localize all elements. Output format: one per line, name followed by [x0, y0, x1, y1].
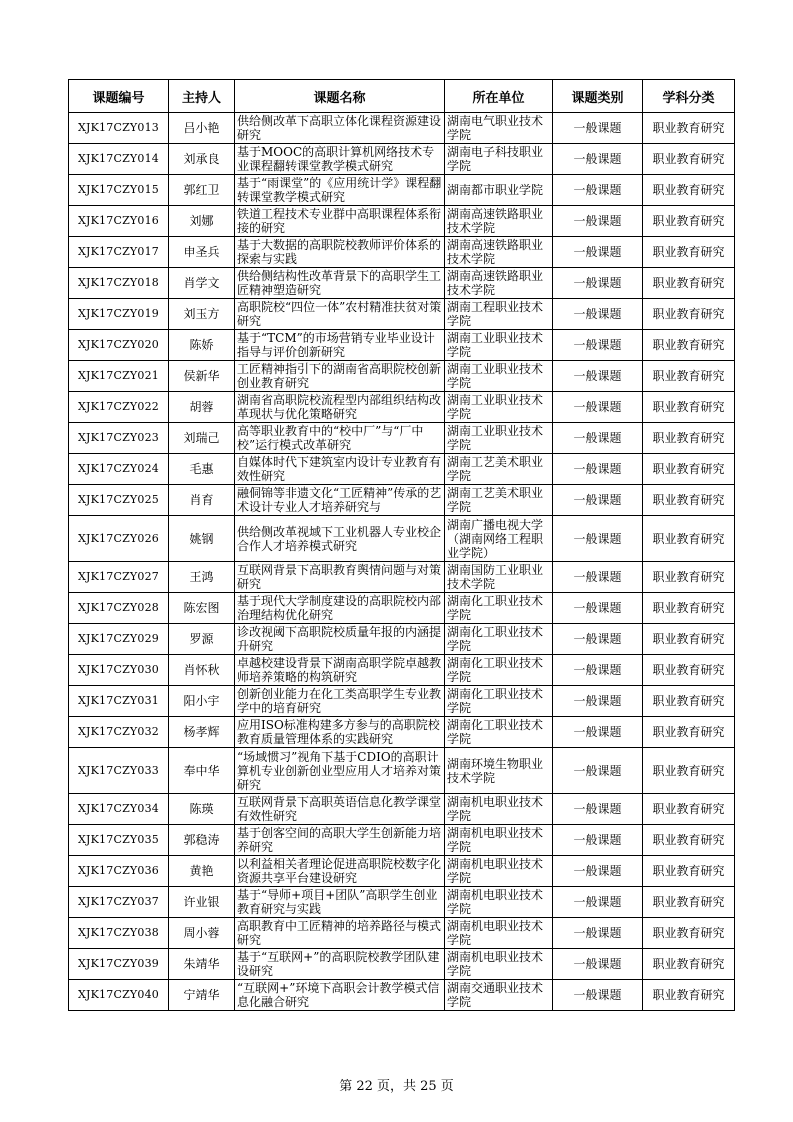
table-row: [69, 175, 735, 206]
cell-category: 一般课题: [553, 593, 643, 624]
cell-category: 一般课题: [553, 686, 643, 717]
cell-category: 一般课题: [553, 330, 643, 361]
cell-subject: 职业教育研究: [643, 268, 735, 299]
cell-unit: 湖南高速铁路职业技术学院: [445, 237, 553, 268]
table-row: [69, 299, 735, 330]
table-row: [69, 392, 735, 423]
cell-host: 周小蓉: [169, 918, 235, 949]
table-row: [69, 980, 735, 1011]
table-row: [69, 887, 735, 918]
cell-unit: 湖南机电职业技术学院: [445, 949, 553, 980]
cell-host: 郭红卫: [169, 175, 235, 206]
cell-code: XJK17CZY017: [69, 237, 169, 268]
cell-code: XJK17CZY023: [69, 423, 169, 454]
cell-code: XJK17CZY033: [69, 748, 169, 794]
cell-unit: 湖南化工职业技术学院: [445, 624, 553, 655]
cell-host: 肖育: [169, 485, 235, 516]
cell-code: XJK17CZY029: [69, 624, 169, 655]
table-row: [69, 686, 735, 717]
cell-unit: 湖南化工职业技术学院: [445, 686, 553, 717]
cell-subject: 职业教育研究: [643, 887, 735, 918]
cell-host: 王鸿: [169, 562, 235, 593]
header-subject: 学科分类: [643, 80, 735, 113]
cell-category: 一般课题: [553, 299, 643, 330]
cell-code: XJK17CZY040: [69, 980, 169, 1011]
cell-host: 吕小艳: [169, 113, 235, 144]
table-row: [69, 237, 735, 268]
cell-code: XJK17CZY025: [69, 485, 169, 516]
cell-subject: 职业教育研究: [643, 392, 735, 423]
cell-title: 供给侧改革下高职立体化课程资源建设研究: [235, 113, 445, 144]
cell-subject: 职业教育研究: [643, 856, 735, 887]
cell-subject: 职业教育研究: [643, 686, 735, 717]
cell-title: 融侗锦等非遗文化“工匠精神”传承的艺术设计专业人才培养研究与: [235, 485, 445, 516]
table-row: [69, 206, 735, 237]
cell-host: 奉中华: [169, 748, 235, 794]
cell-title: “互联网+”环境下高职会计教学模式信息化融合研究: [235, 980, 445, 1011]
cell-subject: 职业教育研究: [643, 299, 735, 330]
cell-title: 铁道工程技术专业群中高职课程体系衔接的研究: [235, 206, 445, 237]
cell-unit: 湖南工程职业技术学院: [445, 299, 553, 330]
cell-title: 供给侧结构性改革背景下的高职学生工匠精神塑造研究: [235, 268, 445, 299]
cell-host: 侯新华: [169, 361, 235, 392]
cell-category: 一般课题: [553, 918, 643, 949]
cell-title: 基于创客空间的高职大学生创新能力培养研究: [235, 825, 445, 856]
cell-host: 毛惠: [169, 454, 235, 485]
cell-unit: 湖南国防工业职业技术学院: [445, 562, 553, 593]
cell-subject: 职业教育研究: [643, 516, 735, 562]
cell-code: XJK17CZY024: [69, 454, 169, 485]
cell-code: XJK17CZY014: [69, 144, 169, 175]
cell-code: XJK17CZY028: [69, 593, 169, 624]
cell-category: 一般课题: [553, 392, 643, 423]
project-table: [68, 79, 735, 1011]
cell-category: 一般课题: [553, 237, 643, 268]
cell-host: 肖学文: [169, 268, 235, 299]
cell-category: 一般课题: [553, 887, 643, 918]
header-row: [69, 80, 735, 113]
cell-category: 一般课题: [553, 485, 643, 516]
cell-category: 一般课题: [553, 206, 643, 237]
cell-unit: 湖南工艺美术职业学院: [445, 485, 553, 516]
cell-code: XJK17CZY034: [69, 794, 169, 825]
cell-subject: 职业教育研究: [643, 624, 735, 655]
cell-title: 基于MOOC的高职计算机网络技术专业课程翻转课堂教学模式研究: [235, 144, 445, 175]
cell-host: 刘瑞己: [169, 423, 235, 454]
cell-host: 罗源: [169, 624, 235, 655]
cell-category: 一般课题: [553, 794, 643, 825]
cell-host: 姚钢: [169, 516, 235, 562]
cell-category: 一般课题: [553, 624, 643, 655]
cell-title: 基于“导师+项目+团队”高职学生创业教育研究与实践: [235, 887, 445, 918]
cell-host: 黄艳: [169, 856, 235, 887]
cell-category: 一般课题: [553, 144, 643, 175]
cell-unit: 湖南机电职业技术学院: [445, 856, 553, 887]
cell-host: 刘玉方: [169, 299, 235, 330]
cell-title: 高职院校“四位一体”农村精准扶贫对策研究: [235, 299, 445, 330]
cell-code: XJK17CZY039: [69, 949, 169, 980]
cell-subject: 职业教育研究: [643, 237, 735, 268]
cell-subject: 职业教育研究: [643, 949, 735, 980]
cell-category: 一般课题: [553, 825, 643, 856]
header-title: 课题名称: [235, 80, 445, 113]
cell-title: 供给侧改革视域下工业机器人专业校企合作人才培养模式研究: [235, 516, 445, 562]
cell-title: 互联网背景下高职英语信息化教学课堂有效性研究: [235, 794, 445, 825]
table-row: [69, 949, 735, 980]
cell-subject: 职业教育研究: [643, 330, 735, 361]
cell-code: XJK17CZY018: [69, 268, 169, 299]
cell-unit: 湖南工业职业技术学院: [445, 361, 553, 392]
cell-unit: 湖南工艺美术职业学院: [445, 454, 553, 485]
cell-category: 一般课题: [553, 748, 643, 794]
cell-title: 卓越校建设背景下湖南高职学院卓越教师培养策略的构筑研究: [235, 655, 445, 686]
cell-unit: 湖南机电职业技术学院: [445, 825, 553, 856]
table-row: [69, 717, 735, 748]
cell-category: 一般课题: [553, 949, 643, 980]
cell-host: 陈娇: [169, 330, 235, 361]
cell-category: 一般课题: [553, 856, 643, 887]
cell-subject: 职业教育研究: [643, 748, 735, 794]
cell-title: 基于“TCM”的市场营销专业毕业设计指导与评价创新研究: [235, 330, 445, 361]
cell-title: 基于大数据的高职院校教师评价体系的探索与实践: [235, 237, 445, 268]
cell-code: XJK17CZY031: [69, 686, 169, 717]
cell-code: XJK17CZY038: [69, 918, 169, 949]
cell-unit: 湖南交通职业技术学院: [445, 980, 553, 1011]
cell-title: 以利益相关者理论促进高职院校数字化资源共享平台建设研究: [235, 856, 445, 887]
cell-unit: 湖南环境生物职业技术学院: [445, 748, 553, 794]
cell-subject: 职业教育研究: [643, 918, 735, 949]
table-row: [69, 485, 735, 516]
cell-code: XJK17CZY037: [69, 887, 169, 918]
cell-title: 基于“互联网+”的高职院校教学团队建设研究: [235, 949, 445, 980]
table-row: [69, 562, 735, 593]
cell-title: 高职教育中工匠精神的培养路径与模式研究: [235, 918, 445, 949]
cell-code: XJK17CZY030: [69, 655, 169, 686]
cell-host: 陈宏图: [169, 593, 235, 624]
cell-host: 朱靖华: [169, 949, 235, 980]
cell-subject: 职业教育研究: [643, 454, 735, 485]
cell-unit: 湖南机电职业技术学院: [445, 887, 553, 918]
cell-unit: 湖南广播电视大学（湖南网络工程职业学院）: [445, 516, 553, 562]
cell-unit: 湖南化工职业技术学院: [445, 717, 553, 748]
cell-category: 一般课题: [553, 175, 643, 206]
cell-title: 基于现代大学制度建设的高职院校内部治理结构优化研究: [235, 593, 445, 624]
table-row: [69, 330, 735, 361]
cell-host: 刘娜: [169, 206, 235, 237]
cell-subject: 职业教育研究: [643, 423, 735, 454]
cell-code: XJK17CZY019: [69, 299, 169, 330]
cell-category: 一般课题: [553, 361, 643, 392]
cell-unit: 湖南高速铁路职业技术学院: [445, 268, 553, 299]
cell-unit: 湖南工业职业技术学院: [445, 392, 553, 423]
cell-subject: 职业教育研究: [643, 655, 735, 686]
cell-subject: 职业教育研究: [643, 825, 735, 856]
table-row: [69, 794, 735, 825]
cell-code: XJK17CZY036: [69, 856, 169, 887]
cell-category: 一般课题: [553, 423, 643, 454]
cell-category: 一般课题: [553, 717, 643, 748]
project-list-sheet: [68, 79, 735, 1011]
cell-unit: 湖南工业职业技术学院: [445, 330, 553, 361]
cell-subject: 职业教育研究: [643, 361, 735, 392]
cell-title: 工匠精神指引下的湖南省高职院校创新创业教育研究: [235, 361, 445, 392]
header-code: 课题编号: [69, 80, 169, 113]
cell-subject: 职业教育研究: [643, 562, 735, 593]
table-row: [69, 423, 735, 454]
cell-host: 陈瑛: [169, 794, 235, 825]
cell-code: XJK17CZY015: [69, 175, 169, 206]
cell-unit: 湖南电子科技职业学院: [445, 144, 553, 175]
cell-subject: 职业教育研究: [643, 593, 735, 624]
cell-title: “场域惯习”视角下基于CDIO的高职计算机专业创新创业型应用人才培养对策研究: [235, 748, 445, 794]
cell-subject: 职业教育研究: [643, 113, 735, 144]
cell-host: 宁靖华: [169, 980, 235, 1011]
cell-title: 诊改视阈下高职院校质量年报的内涵提升研究: [235, 624, 445, 655]
cell-category: 一般课题: [553, 516, 643, 562]
cell-host: 杨孝辉: [169, 717, 235, 748]
cell-code: XJK17CZY035: [69, 825, 169, 856]
cell-unit: 湖南高速铁路职业技术学院: [445, 206, 553, 237]
table-row: [69, 144, 735, 175]
cell-code: XJK17CZY020: [69, 330, 169, 361]
cell-host: 肖怀秋: [169, 655, 235, 686]
table-row: [69, 454, 735, 485]
table-row: [69, 856, 735, 887]
cell-subject: 职业教育研究: [643, 980, 735, 1011]
table-row: [69, 516, 735, 562]
cell-title: 应用ISO标准构建多方参与的高职院校教育质量管理体系的实践研究: [235, 717, 445, 748]
table-row: [69, 624, 735, 655]
cell-host: 胡蓉: [169, 392, 235, 423]
cell-category: 一般课题: [553, 655, 643, 686]
cell-title: 创新创业能力在化工类高职学生专业教学中的培育研究: [235, 686, 445, 717]
cell-subject: 职业教育研究: [643, 717, 735, 748]
cell-code: XJK17CZY022: [69, 392, 169, 423]
cell-title: 互联网背景下高职教育舆情问题与对策研究: [235, 562, 445, 593]
cell-code: XJK17CZY032: [69, 717, 169, 748]
cell-host: 许业银: [169, 887, 235, 918]
header-host: 主持人: [169, 80, 235, 113]
cell-category: 一般课题: [553, 113, 643, 144]
cell-unit: 湖南机电职业技术学院: [445, 794, 553, 825]
cell-code: XJK17CZY026: [69, 516, 169, 562]
cell-category: 一般课题: [553, 562, 643, 593]
table-row: [69, 655, 735, 686]
cell-unit: 湖南化工职业技术学院: [445, 593, 553, 624]
cell-code: XJK17CZY021: [69, 361, 169, 392]
cell-subject: 职业教育研究: [643, 144, 735, 175]
page-footer: 第 22 页，共 25 页: [339, 1079, 454, 1094]
table-row: [69, 748, 735, 794]
header-unit: 所在单位: [445, 80, 553, 113]
cell-unit: 湖南电气职业技术学院: [445, 113, 553, 144]
cell-host: 阳小宇: [169, 686, 235, 717]
cell-title: 湖南省高职院校流程型内部组织结构改革现状与优化策略研究: [235, 392, 445, 423]
header-category: 课题类别: [553, 80, 643, 113]
cell-unit: 湖南工业职业技术学院: [445, 423, 553, 454]
cell-code: XJK17CZY027: [69, 562, 169, 593]
table-row: [69, 113, 735, 144]
cell-code: XJK17CZY013: [69, 113, 169, 144]
cell-category: 一般课题: [553, 268, 643, 299]
cell-unit: 湖南机电职业技术学院: [445, 918, 553, 949]
cell-unit: 湖南化工职业技术学院: [445, 655, 553, 686]
cell-title: 高等职业教育中的“校中厂”与“厂中校”运行模式改革研究: [235, 423, 445, 454]
cell-host: 申圣兵: [169, 237, 235, 268]
cell-subject: 职业教育研究: [643, 794, 735, 825]
table-row: [69, 268, 735, 299]
cell-title: 自媒体时代下建筑室内设计专业教育有效性研究: [235, 454, 445, 485]
cell-title: 基于“雨课堂”的《应用统计学》课程翻转课堂教学模式研究: [235, 175, 445, 206]
cell-code: XJK17CZY016: [69, 206, 169, 237]
cell-category: 一般课题: [553, 454, 643, 485]
cell-subject: 职业教育研究: [643, 485, 735, 516]
cell-subject: 职业教育研究: [643, 175, 735, 206]
table-row: [69, 918, 735, 949]
cell-unit: 湖南都市职业学院: [445, 175, 553, 206]
cell-category: 一般课题: [553, 980, 643, 1011]
cell-host: 郭稳涛: [169, 825, 235, 856]
cell-host: 刘承良: [169, 144, 235, 175]
table-row: [69, 825, 735, 856]
cell-subject: 职业教育研究: [643, 206, 735, 237]
table-row: [69, 361, 735, 392]
table-row: [69, 593, 735, 624]
